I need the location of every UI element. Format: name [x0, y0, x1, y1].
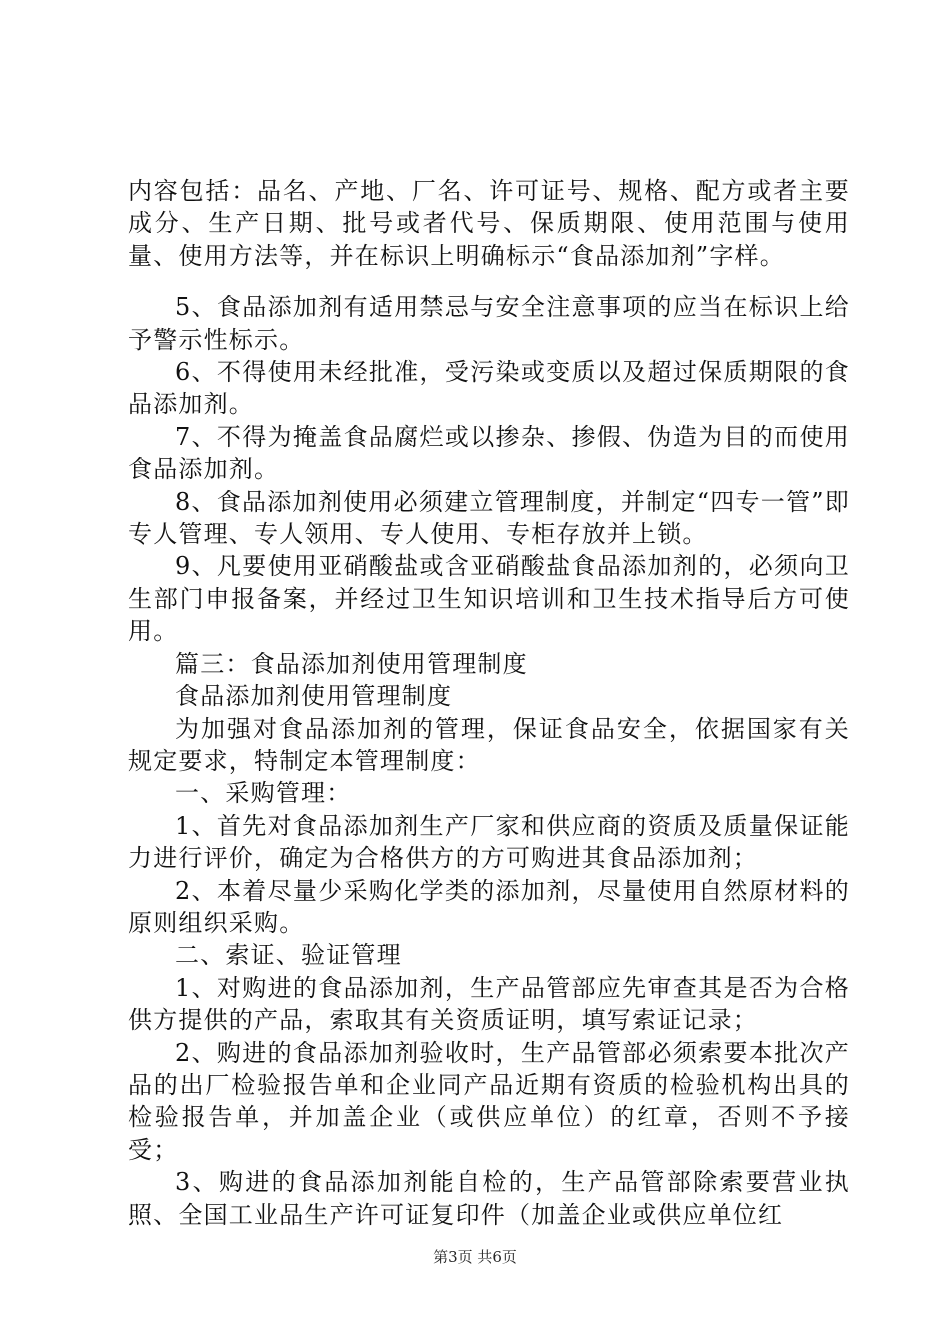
- paragraph-procurement-1: 1、首先对食品添加剂生产厂家和供应商的资质及质量保证能力进行评价，确定为合格供方的方可购进其食品添加剂；: [128, 811, 850, 873]
- paragraph-item-6: 6、不得使用未经批准，受污染或变质以及超过保质期限的食品添加剂。: [128, 358, 850, 419]
- paragraph-item-9: 9、凡要使用亚硝酸盐或含亚硝酸盐食品添加剂的，必须向卫生部门申报备案，并经过卫生知识培训和卫生技术指导后方可使用。: [128, 552, 850, 646]
- paragraph-item-5: 5、食品添加剂有适用禁忌与安全注意事项的应当在标识上给予警示性标示。: [128, 293, 850, 354]
- paragraph-procurement-2: 2、本着尽量少采购化学类的添加剂，尽量使用自然原材料的原则组织采购。: [128, 876, 850, 937]
- paragraph-certification-3: 3、购进的食品添加剂能自检的，生产品管部除索要营业执照、全国工业品生产许可证复印件（加盖企业或供应单位红: [128, 1168, 850, 1229]
- section-heading-part-three: 篇三：食品添加剂使用管理制度: [175, 649, 528, 678]
- paragraph-preamble: 为加强对食品添加剂的管理，保证食品安全，依据国家有关规定要求，特制定本管理制度：: [128, 714, 850, 775]
- paragraph-label-contents: 内容包括：品名、产地、厂名、许可证号、规格、配方或者主要成分、生产日期、批号或者代号、保质期限、使用范围与使用量、使用方法等，并在标识上明确标示“食品添加剂”字样。: [128, 177, 850, 270]
- body-text: [128, 175, 850, 1231]
- heading-certification: 二、索证、验证管理: [175, 941, 402, 970]
- paragraph-certification-2: 2、购进的食品添加剂验收时，生产品管部必须索要本批次产品的出厂检验报告单和企业同产品近期有资质的检验机构出具的检验报告单，并加盖企业（或供应单位）的红章，否则不予接受；: [128, 1038, 850, 1164]
- paragraph-certification-1: 1、对购进的食品添加剂，生产品管部应先审查其是否为合格供方提供的产品，索取其有关资质证明，填写索证记录；: [128, 973, 850, 1035]
- paragraph-item-7: 7、不得为掩盖食品腐烂或以掺杂、掺假、伪造为目的而使用食品添加剂。: [128, 422, 850, 484]
- document-title: 食品添加剂使用管理制度: [175, 682, 453, 711]
- page-number-footer: 第3页 共6页: [433, 1248, 517, 1266]
- heading-procurement: 一、采购管理：: [175, 779, 352, 808]
- paragraph-item-8: 8、食品添加剂使用必须建立管理制度，并制定“四专一管”即专人管理、专人领用、专人使用、专柜存放并上锁。: [128, 487, 850, 549]
